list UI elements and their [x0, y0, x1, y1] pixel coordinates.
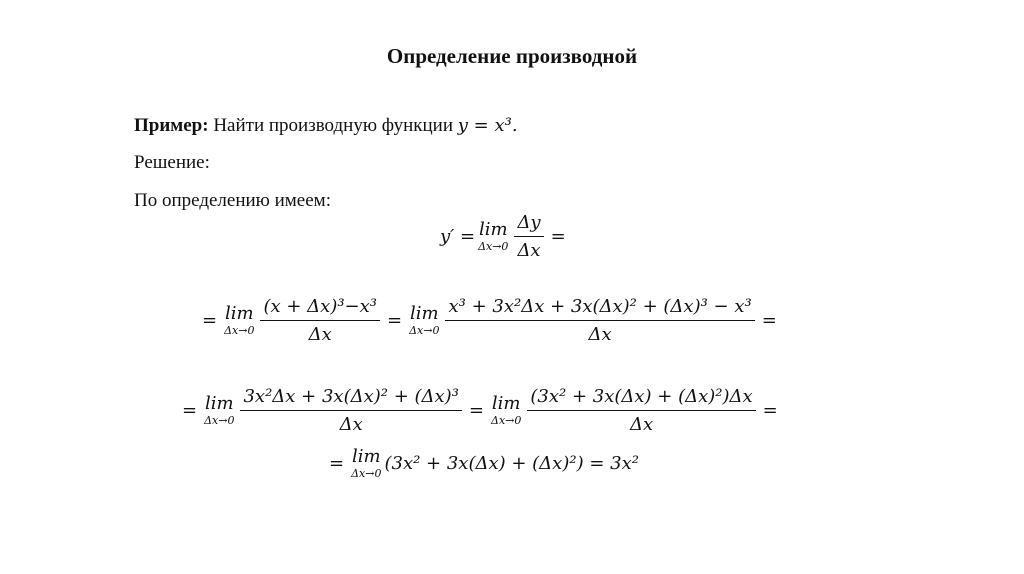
eq0-fraction: [514, 212, 543, 261]
eq1-frac2-numerator: x³ + 3x²Δx + 3x(Δx)² + (Δx)³ − x³: [448, 296, 752, 317]
example-text: Найти производную функции: [213, 115, 454, 136]
lim-sub: Δx→0: [409, 324, 440, 337]
lim-word: lim: [224, 303, 254, 324]
equation-3: [325, 448, 639, 479]
solution-label: Решение:: [134, 152, 210, 173]
eq1-fraction-1: [260, 296, 380, 345]
eq1-tail: =: [761, 310, 777, 331]
eq2-tail: =: [762, 400, 778, 421]
eq0-lhs: y′ =: [440, 226, 476, 247]
lim-sub: Δx→0: [491, 414, 522, 427]
eq0-tail: =: [550, 226, 566, 247]
eq1-mid: =: [387, 310, 403, 331]
equation-1: [198, 296, 781, 345]
eq0-numerator: Δy: [517, 212, 541, 233]
eq1-limit-2: [409, 305, 439, 336]
example-label: Пример:: [134, 115, 209, 136]
lim-word: lim: [491, 393, 521, 414]
eq3-lead: =: [329, 453, 345, 474]
eq2-frac2-numerator: (3x² + 3x(Δx) + (Δx)²)Δx: [530, 386, 753, 407]
lim-sub: Δx→0: [351, 467, 382, 480]
equation-2: [178, 386, 782, 435]
eq2-frac1-denominator: Δx: [240, 410, 461, 435]
eq2-fraction-1: [240, 386, 461, 435]
lim-sub: Δx→0: [478, 240, 509, 253]
eq0-limit: [478, 221, 508, 252]
eq2-limit-2: [491, 395, 521, 426]
eq3-body: (3x² + 3x(Δx) + (Δx)²) = 3x²: [384, 453, 639, 474]
lim-word: lim: [478, 219, 508, 240]
lim-sub: Δx→0: [204, 414, 235, 427]
eq2-mid: =: [468, 400, 485, 421]
eq2-lead: =: [182, 400, 198, 421]
lim-sub: Δx→0: [224, 324, 255, 337]
eq1-frac1-numerator: (x + Δx)³−x³: [263, 296, 378, 317]
eq1-limit-1: [224, 305, 254, 336]
eq1-frac2-denominator: Δx: [445, 320, 754, 345]
lim-word: lim: [410, 303, 439, 324]
example-line: [134, 115, 518, 137]
eq1-fraction-2: [445, 296, 754, 345]
eq2-limit-1: [204, 395, 234, 426]
example-formula: y = x³.: [457, 115, 518, 136]
eq2-frac1-numerator: 3x²Δx + 3x(Δx)² + (Δx)³: [243, 386, 459, 407]
equation-0: [440, 212, 570, 261]
eq1-frac1-denominator: Δx: [260, 320, 380, 345]
eq2-frac2-denominator: Δx: [527, 410, 755, 435]
definition-text: По определению имеем:: [134, 190, 331, 211]
lim-word: lim: [204, 393, 234, 414]
page-title: Определение производной: [386, 44, 638, 68]
eq2-fraction-2: [527, 386, 755, 435]
eq1-lead: =: [202, 310, 218, 331]
lim-word: lim: [351, 446, 381, 467]
eq0-denominator: Δx: [514, 236, 543, 261]
eq3-limit: [351, 448, 381, 479]
